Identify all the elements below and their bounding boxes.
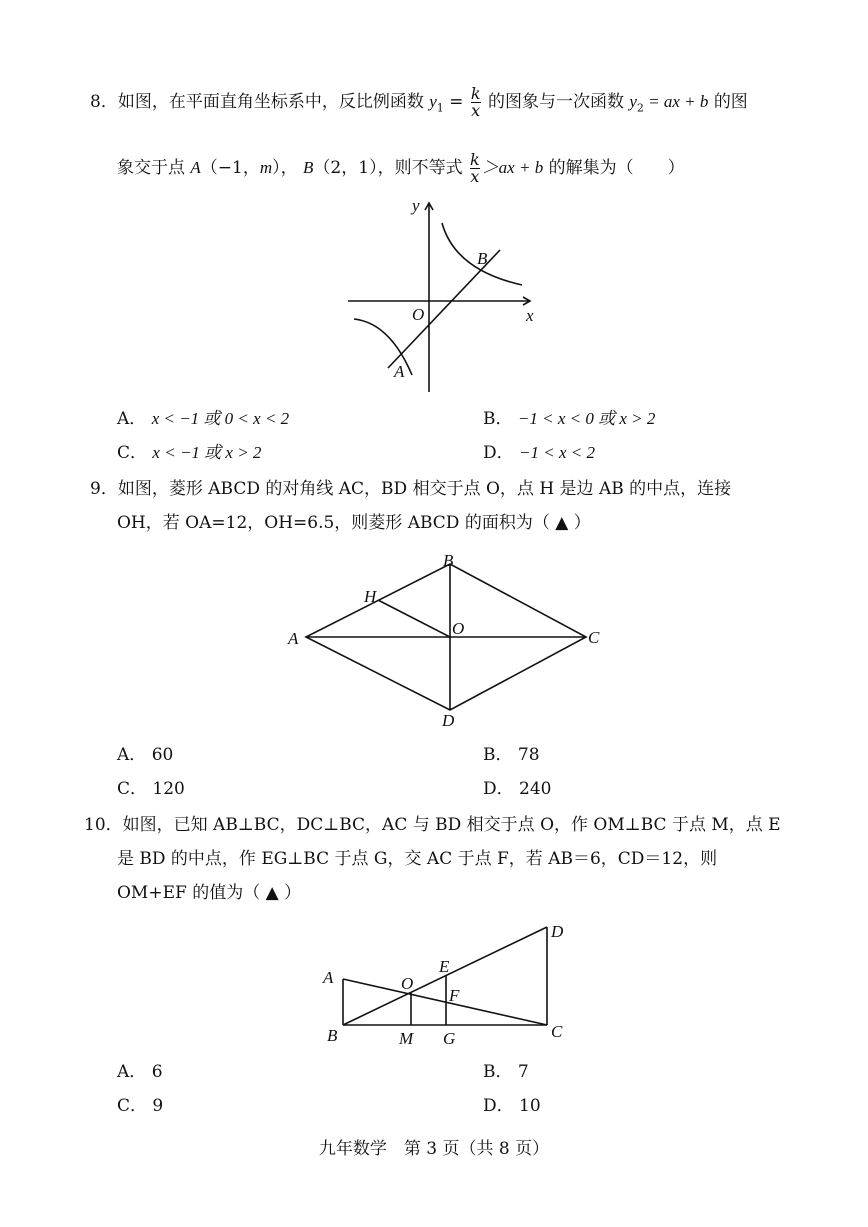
q10-line3: OM+EF 的值为（ ▲ ） <box>117 883 302 903</box>
q9-option-b-text: 78 <box>517 745 540 765</box>
q8-frac2-num: k <box>469 150 480 169</box>
q10-option-d-letter: D． <box>483 1096 514 1116</box>
q9-option-b[interactable] <box>483 744 540 766</box>
q9-option-a[interactable] <box>117 744 173 766</box>
q8-A-m: m <box>259 158 273 177</box>
q10-option-a[interactable] <box>117 1061 163 1083</box>
q8-frac2-den: x <box>470 167 480 186</box>
q9-option-d-text: 240 <box>519 779 552 799</box>
q8-option-b-letter: B． <box>483 409 513 429</box>
q8-y2: y <box>629 92 637 111</box>
q8-frac-num: k <box>470 84 481 103</box>
q10-line2: 是 BD 的中点，作 EG⊥BC 于点 G，交 AC 于点 F，若 AB＝6，CD＝12，则 <box>117 849 718 869</box>
q10-option-d[interactable] <box>483 1095 541 1117</box>
q9-option-c[interactable] <box>117 778 185 800</box>
q8-option-c-letter: C． <box>117 443 148 463</box>
q10-option-b-text: 7 <box>517 1062 529 1082</box>
q8-line2a: 象交于点 <box>117 158 185 178</box>
q8-option-a-text: x < −1 或 0 < x < 2 <box>151 409 290 428</box>
q10-segment-bd <box>343 927 547 1025</box>
q8-number: 8． <box>90 92 118 112</box>
q10-option-c[interactable] <box>117 1095 163 1117</box>
q10-figure <box>315 915 585 1055</box>
q8-y1: y <box>429 92 437 111</box>
q8-option-a[interactable] <box>117 408 289 430</box>
q9-line1-text: 如图，菱形 ABCD 的对角线 AC，BD 相交于点 O，点 H 是边 AB 的中点，连接 <box>117 479 732 499</box>
q9-label-D: D <box>442 711 455 730</box>
q10-option-b[interactable] <box>483 1061 529 1083</box>
q9-option-d[interactable] <box>483 778 552 800</box>
q10-option-d-text: 10 <box>519 1096 541 1116</box>
q8-B-coord: （2，1），则不等式 <box>313 158 463 178</box>
q8-y1-sub: 1 <box>436 101 444 115</box>
q8-option-d[interactable] <box>483 442 595 464</box>
q8-label-O: O <box>412 305 425 324</box>
q8-label-y: y <box>412 196 420 215</box>
q8-line1 <box>90 86 748 119</box>
q10-number: 10． <box>84 815 123 835</box>
q8-option-b-text: −1 < x < 0 或 x > 2 <box>517 409 656 428</box>
q8-option-c-text: x < −1 或 x > 2 <box>152 443 262 462</box>
q10-option-b-letter: B． <box>483 1062 513 1082</box>
q9-label-C: C <box>588 628 600 647</box>
page-footer: 九年数学 第 3 页（共 8 页） <box>318 1139 550 1159</box>
q8-graph <box>340 195 540 395</box>
q8-A-coord-b: ）， <box>272 158 298 178</box>
q8-label-A: A <box>394 362 405 381</box>
q10-option-c-letter: C． <box>117 1096 148 1116</box>
q8-intro: 如图，在平面直角坐标系中，反比例函数 <box>117 92 424 112</box>
q8-ineq: ＞ax + b <box>481 158 544 177</box>
q9-label-O: O <box>452 619 465 638</box>
q9-label-B: B <box>443 551 454 570</box>
q8-option-b[interactable] <box>483 408 655 430</box>
q8-eq: = <box>443 92 469 112</box>
q8-A-coord-a: （−1， <box>200 158 260 178</box>
q8-option-a-letter: A． <box>117 409 147 429</box>
q10-line1-text: 如图，已知 AB⊥BC，DC⊥BC，AC 与 BD 相交于点 O，作 OM⊥BC 于点 M，点 E <box>122 815 781 835</box>
q10-label-B: B <box>327 1026 338 1045</box>
q8-label-x: x <box>526 306 534 325</box>
q9-number: 9． <box>90 479 118 499</box>
q8-line2 <box>117 152 685 185</box>
q8-point-A: A <box>190 158 201 177</box>
q10-label-G: G <box>443 1029 456 1048</box>
q10-label-D: D <box>551 922 564 941</box>
q8-fraction-k-over-x <box>471 86 481 119</box>
q8-option-c[interactable] <box>117 442 261 464</box>
q8-line2b: 的解集为（ ） <box>548 158 685 178</box>
q9-option-d-letter: D． <box>483 779 514 799</box>
q10-label-A: A <box>323 968 334 987</box>
q10-label-C: C <box>551 1022 563 1041</box>
q9-label-A: A <box>288 629 299 648</box>
q9-segment-oh <box>378 600 450 637</box>
q9-option-a-letter: A． <box>117 745 147 765</box>
q10-label-M: M <box>399 1029 414 1048</box>
q9-option-b-letter: B． <box>483 745 513 765</box>
q10-segment-ac <box>343 979 547 1025</box>
q8-fraction-k-over-x-2 <box>470 152 480 185</box>
q10-option-a-text: 6 <box>151 1062 163 1082</box>
q10-label-O: O <box>401 974 414 993</box>
q8-y2-sub: 2 <box>636 101 644 115</box>
q8-y2-rhs: = ax + b <box>643 92 709 111</box>
q10-option-a-letter: A． <box>117 1062 147 1082</box>
q9-line2: OH，若 OA=12，OH=6.5，则菱形 ABCD 的面积为（ ▲ ） <box>117 513 591 533</box>
q8-option-d-letter: D． <box>483 443 514 463</box>
q8-mid: 的图象与一次函数 <box>487 92 624 112</box>
q10-line1 <box>84 814 781 836</box>
q9-rhombus-figure <box>280 548 610 738</box>
q10-option-c-text: 9 <box>152 1096 164 1116</box>
q8-label-B: B <box>477 249 488 268</box>
q8-end1: 的图 <box>713 92 748 112</box>
q10-label-E: E <box>439 957 450 976</box>
q8-frac-den: x <box>471 101 481 120</box>
q9-line1 <box>90 478 731 500</box>
q9-option-a-text: 60 <box>151 745 174 765</box>
q10-label-F: F <box>449 986 460 1005</box>
q8-option-d-text: −1 < x < 2 <box>519 443 596 462</box>
q9-option-c-letter: C． <box>117 779 148 799</box>
q8-point-B: B <box>303 158 314 177</box>
q9-label-H: H <box>364 587 377 606</box>
q9-option-c-text: 120 <box>152 779 185 799</box>
